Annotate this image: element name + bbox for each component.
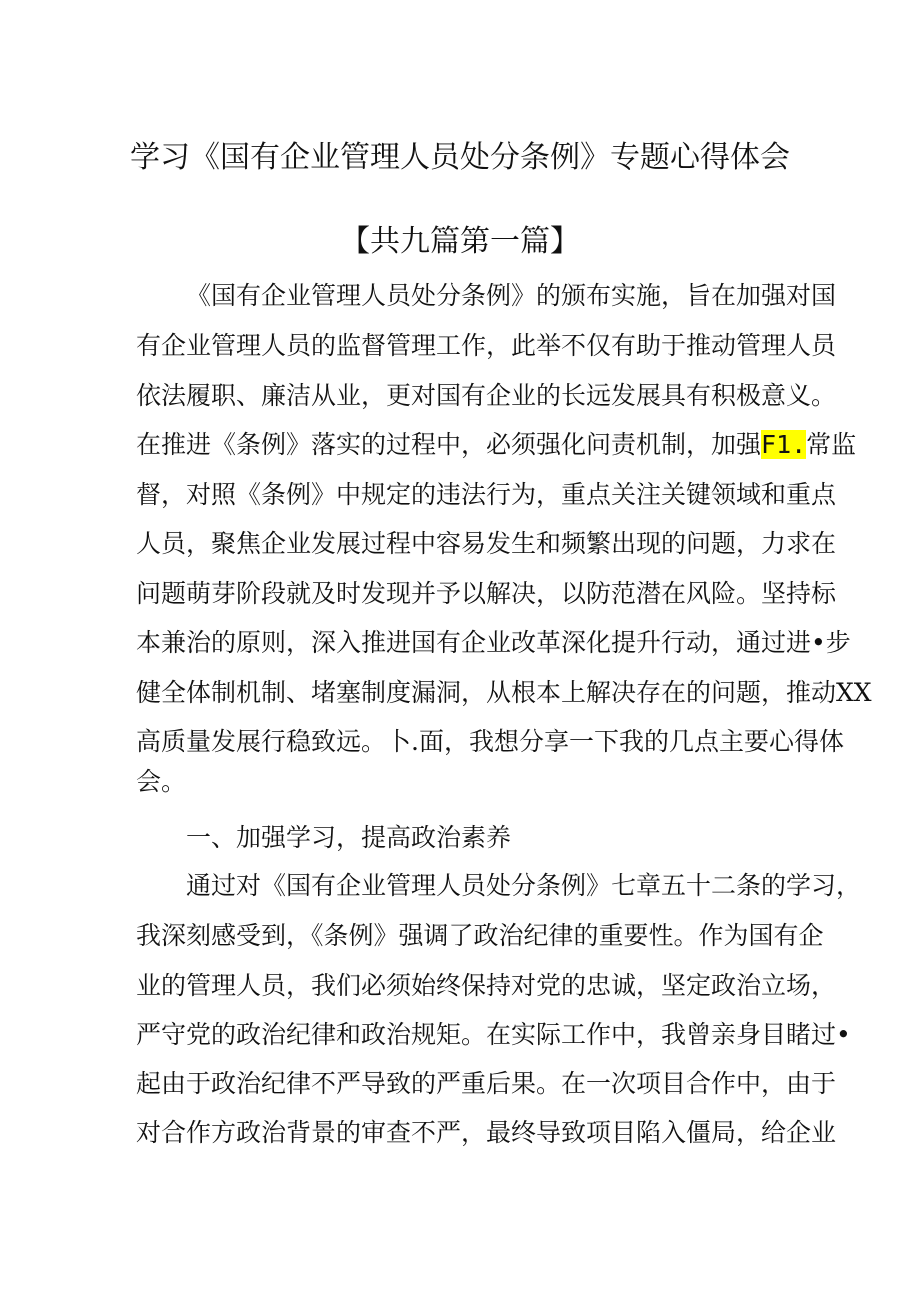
para2-line-5: 起由于政治纪律不严导致的严重后果。在一次项目合作中，由于 (136, 1069, 837, 1098)
para1-line-7: 问题萌芽阶段就及时发现并予以解决，以防范潜在风险。坚持标 (136, 579, 837, 608)
para1-line-5: 督，对照《条例》中规定的违法行为，重点关注关键领域和重点 (136, 480, 837, 509)
para1-line-4 (136, 425, 857, 465)
document-subtitle: 【共九篇第一篇】 (340, 224, 580, 259)
para1-line-3: 依法履职、廉洁从业，更对国有企业的长远发展具有积极意义。 (136, 381, 837, 410)
para1-line-2: 有企业管理人员的监督管理工作，此举不仅有助于推动管理人员 (136, 331, 837, 360)
para1-line-6: 人员，聚焦企业发展过程中容易发生和频繁出现的问题，力求在 (136, 529, 837, 558)
section1-heading: 一、加强学习，提高政治素养 (186, 823, 512, 852)
para2-line-1: 通过对《国有企业管理人员处分条例》七章五十二条的学习， (186, 871, 862, 900)
para1-line-4-tail: 常监 (806, 430, 857, 459)
para1-line-1: 《国有企业管理人员处分条例》的颁布实施，旨在加强对国 (186, 281, 837, 310)
para1-line-8: 本兼治的原则，深入推进国有企业改革深化提升行动，通过进•步 (136, 628, 851, 657)
para2-line-3: 业的管理人员，我们必须始终保持对党的忠诚，坚定政治立场， (136, 971, 837, 1000)
document-title: 学习《国有企业管理人员处分条例》专题心得体会 (130, 140, 790, 175)
para2-line-6: 对合作方政治背景的审查不严，最终导致项目陷入僵局，给企业 (136, 1118, 837, 1147)
para1-line-11: 会。 (136, 767, 187, 796)
highlighted-text: F1. (761, 430, 807, 459)
para2-line-2: 我深刻感受到，《条例》强调了政治纪律的重要性。作为国有企 (136, 921, 824, 950)
para1-line-9: 健全体制机制、堵塞制度漏洞，从根本上解决存在的问题，推动XX (136, 678, 872, 707)
para2-line-4: 严守党的政治纪律和政治规矩。在实际工作中，我曾亲身目睹过• (136, 1020, 851, 1049)
para1-line-10: 高质量发展行稳致远。卜.面，我想分享一下我的几点主要心得体 (136, 727, 844, 756)
para1-line-4-text: 在推进《条例》落实的过程中，必须强化问责机制，加强 (136, 430, 762, 459)
